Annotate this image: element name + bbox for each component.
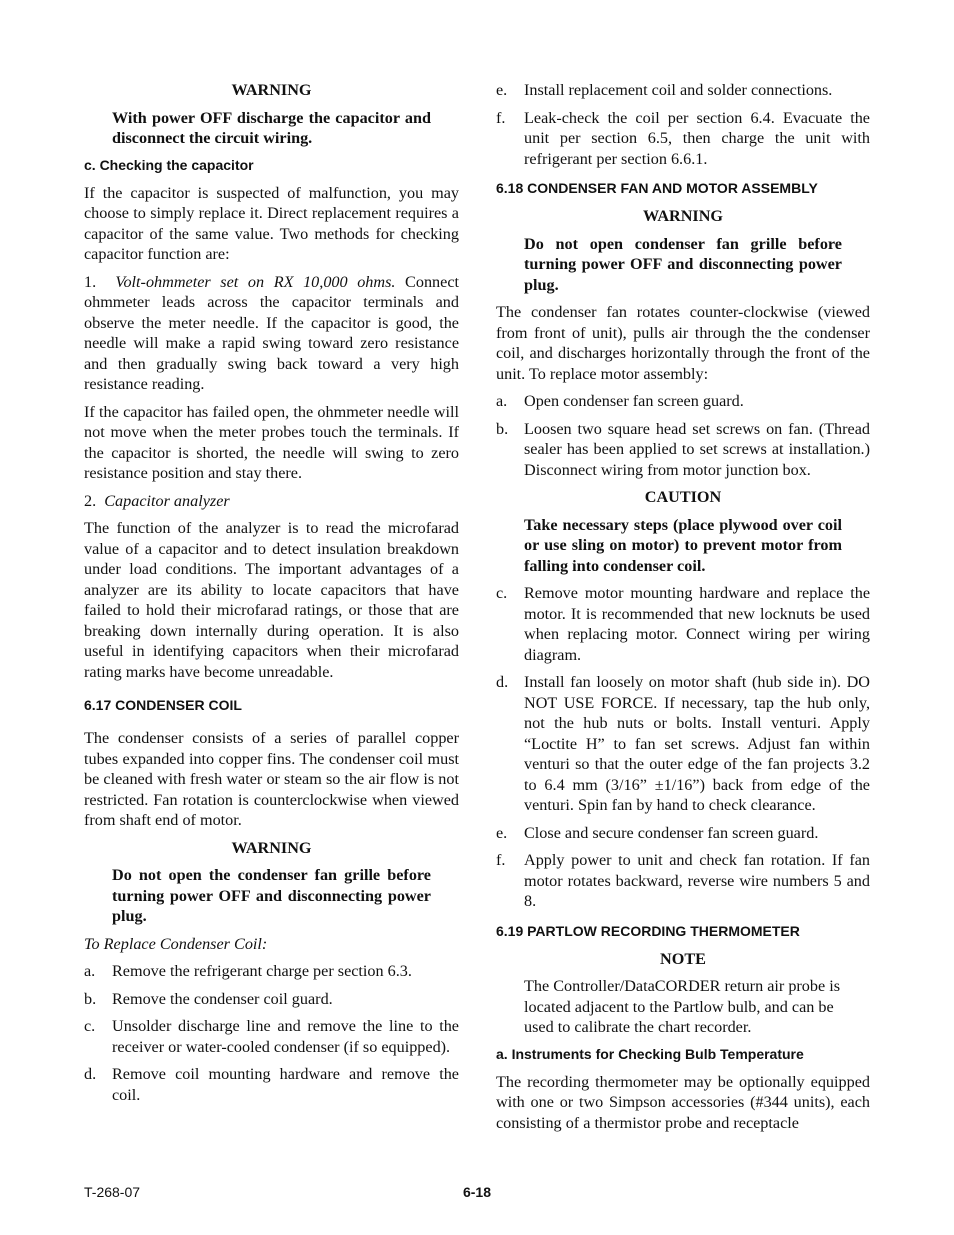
- list-item: [496, 850, 870, 912]
- list-text: Loosen two square head set screws on fan. (Thread sealer has been applied to set screws at installation.) Disconnect wiring from motor junction box.: [524, 419, 870, 479]
- list-label: e.: [496, 81, 508, 99]
- list-text: Install replacement coil and solder connections.: [524, 81, 833, 99]
- list-label: b.: [496, 419, 509, 438]
- paragraph: The condenser consists of a series of parallel copper tubes expanded into copper fins. The condenser coil must be cleaned with fresh water or steam so the air flow is not restricted. Fan rotation is counterclockwise when viewed from shaft end of motor.: [84, 729, 459, 829]
- paragraph: If the capacitor has failed open, the ohmmeter needle will not move when the meter probes touch the terminals. If the capacitor is shorted, the needle will swing to zero resistance position and stay there.: [84, 402, 459, 482]
- page-number: 6-18: [462, 1184, 492, 1200]
- method-title: Volt-ohmmeter set on RX 10,000 ohms.: [115, 272, 396, 291]
- list-label: a.: [496, 392, 508, 410]
- method-number: 1.: [84, 272, 97, 291]
- list-text: Leak-check the coil per section 6.4. Evacuate the unit per section 6.5, then charge the unit with refrigerant per section 6.6.1.: [524, 108, 870, 168]
- list-item: [496, 583, 870, 665]
- right-column: [496, 80, 870, 1140]
- warning-text: Do not open the condenser fan grille before turning power OFF and disconnecting power plug.: [112, 866, 431, 925]
- list-text: Remove motor mounting hardware and replace the motor. It is recommended that new locknuts be used when replacing motor. Connect wiring per wiring diagram.: [524, 584, 870, 664]
- list-text: Close and secure condenser fan screen guard.: [524, 823, 819, 842]
- list-item: [496, 108, 870, 170]
- subsection-heading-checking-capacitor: c. Checking the capacitor: [84, 156, 254, 173]
- left-column: [84, 80, 459, 1112]
- paragraph: The function of the analyzer is to read the microfarad value of a capacitor and to detect insulation breakdown under load conditions. The important advantages of a analyzer are its ability to locate capacitors that have failed to hold their microfarad ratings, or those that are breaking down internally during operation. It is also useful in identifying capacitors when their microfarad rating marks have become unreadable.: [84, 519, 459, 681]
- list-label: b.: [84, 989, 97, 1008]
- list-text: Install fan loosely on motor shaft (hub side in). DO NOT USE FORCE. If necessary, tap the hub only, not the hub nuts or bolts. Install venturi. Apply “Loctite H” to fan set screws. Adjust fan within venturi so that the outer edge of the fan projects 3.2 to 6.4 mm (3/16” ±1/16”) back from edge of the venturi. Spin fan by hand to check clearance.: [524, 673, 870, 814]
- section-heading-6-18: 6.18 CONDENSER FAN AND MOTOR ASSEMBLY: [496, 180, 818, 196]
- paragraph: If the capacitor is suspected of malfunction, you may choose to simply replace it. Direct replacement requires a capacitor of the same value. Two methods for checking capacitor function are:: [84, 183, 459, 263]
- list-text: Remove the condenser coil guard.: [112, 989, 333, 1008]
- document-id: T-268-07: [84, 1184, 141, 1200]
- list-text: Open condenser fan screen guard.: [524, 392, 744, 410]
- list-item: [84, 989, 459, 1010]
- list-label: c.: [84, 1017, 96, 1035]
- list-item: [496, 672, 870, 816]
- section-heading-6-19: 6.19 PARTLOW RECORDING THERMOMETER: [496, 922, 800, 939]
- list-item: [496, 823, 870, 844]
- paragraph: The condenser fan rotates counter-clockwise (viewed from front of unit), pulls air through the the condenser coil, and discharges horizontally through the front of the unit. To replace motor assembly:: [496, 303, 870, 383]
- list-text: Remove the refrigerant charge per section 6.3.: [112, 962, 412, 980]
- list-item: [496, 80, 870, 101]
- list-item: [496, 391, 870, 412]
- list-item: [84, 1064, 459, 1105]
- list-label: d.: [84, 1065, 97, 1083]
- subsection-heading-instruments: a. Instruments for Checking Bulb Temperature: [496, 1045, 804, 1062]
- caution-text: Take necessary steps (place plywood over coil or use sling on motor) to prevent motor from falling into condenser coil.: [524, 515, 842, 575]
- list-item: [496, 419, 870, 481]
- list-label: a.: [84, 962, 96, 980]
- warning-heading: WARNING: [231, 81, 312, 99]
- warning-heading: WARNING: [642, 207, 724, 225]
- warning-heading: WARNING: [231, 838, 312, 857]
- warning-text: With power OFF discharge the capacitor and disconnect the circuit wiring.: [112, 108, 431, 147]
- paragraph: The recording thermometer may be optionally equipped with one or two Simpson accessories (#344 units), each consisting of a thermistor probe and receptacle: [496, 1072, 870, 1132]
- list-text: Unsolder discharge line and remove the line to the receiver or water-cooled condenser (if so equipped).: [112, 1017, 459, 1056]
- list-label: f.: [496, 108, 506, 127]
- note-heading: NOTE: [660, 949, 706, 968]
- method-title: Capacitor analyzer: [104, 491, 230, 510]
- list-text: Remove coil mounting hardware and remove the coil.: [112, 1065, 459, 1104]
- warning-text: Do not open condenser fan grille before turning power OFF and disconnecting power plug.: [524, 234, 842, 294]
- list-label: c.: [496, 584, 508, 602]
- list-text: Apply power to unit and check fan rotation. If fan motor rotates backward, reverse wire numbers 5 and 8.: [524, 851, 870, 910]
- list-label: e.: [496, 823, 508, 842]
- procedure-heading: To Replace Condenser Coil:: [84, 934, 268, 953]
- method-1-paragraph: [84, 272, 459, 395]
- section-heading-6-17: 6.17 CONDENSER COIL: [84, 697, 242, 713]
- note-text: The Controller/DataCORDER return air probe is located adjacent to the Partlow bulb, and can be used to calibrate the chart recorder.: [524, 977, 841, 1036]
- list-item: [84, 961, 459, 982]
- method-description: Connect ohmmeter leads across the capacitor terminals and observe the meter needle. If the capacitor is good, the needle will make a rapid swing toward zero resistance and then gradually swing back toward a very high resistance reading.: [84, 272, 459, 393]
- list-label: f.: [496, 851, 506, 869]
- method-number: 2.: [84, 491, 97, 510]
- method-2-paragraph: [84, 491, 459, 512]
- caution-heading: CAUTION: [644, 488, 722, 506]
- list-item: [84, 1016, 459, 1057]
- list-label: d.: [496, 673, 509, 691]
